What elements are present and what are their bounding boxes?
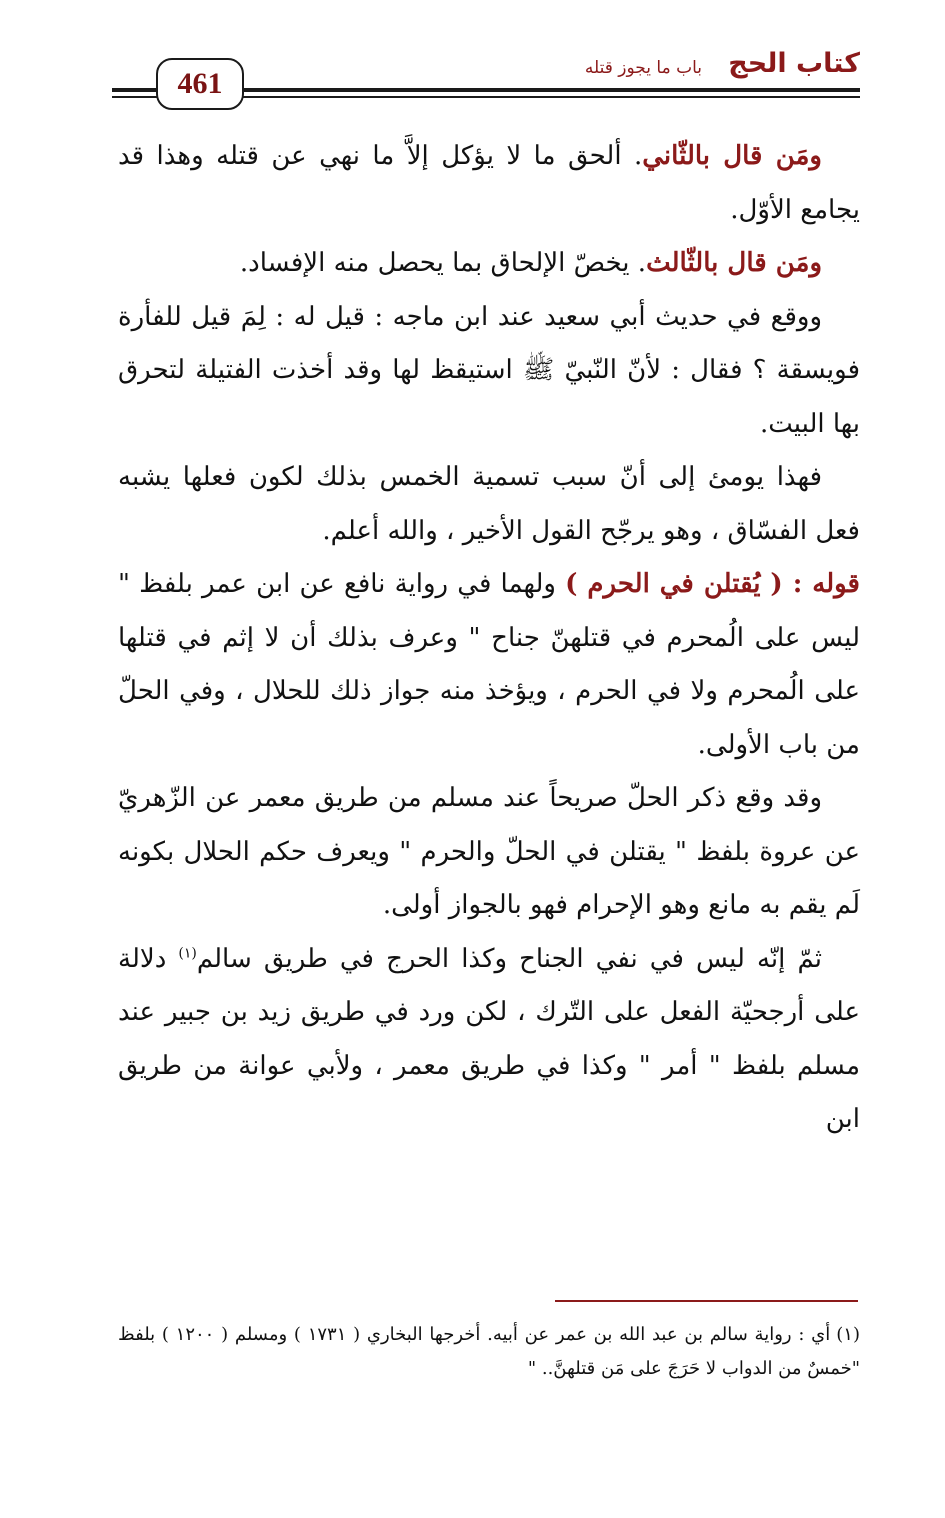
paragraph-text: وقد وقع ذكر الحلّ صريحاً عند مسلم من طريق معمر عن الزّهريّ عن عروة بلفظ " يقتلن في الحلّ والحرم " ويعرف حكم الحلال بكونه لَم يقم به مانع وهو الإحرام فهو بالجواز أولى. bbox=[118, 783, 860, 920]
footnote-number: (١) bbox=[836, 1324, 860, 1345]
paragraph bbox=[118, 558, 860, 772]
paragraph-text: . يخصّ الإلحاق بما يحصل منه الإفساد. bbox=[239, 248, 647, 278]
paragraph bbox=[118, 237, 860, 291]
paragraph-text: دلالة على أرجحيّة الفعل على التّرك ، لكن ورد في طريق زيد بن جبير عند مسلم بلفظ " أمر " وكذا في طريق معمر ، ولأبي عوانة من طريق ابن bbox=[118, 943, 860, 1134]
paragraph bbox=[118, 772, 860, 933]
paragraph bbox=[118, 933, 860, 1147]
paragraph bbox=[118, 451, 860, 558]
main-text bbox=[118, 130, 860, 1147]
paragraph-lead: قوله : ( يُقتلن في الحرم ) bbox=[565, 569, 860, 599]
footnote-ref[interactable]: (١) bbox=[178, 944, 197, 961]
paragraph-text: . ألحق ما لا يؤكل إلاَّ ما نهي عن قتله وهذا قد يجامع الأوّل. bbox=[118, 141, 860, 225]
paragraph-text: فهذا يومئ إلى أنّ سبب تسمية الخمس بذلك لكون فعلها يشبه فعل الفسّاق ، وهو يرجّح القول الأخير ، والله أعلم. bbox=[118, 462, 860, 546]
book-title: كتاب الحج bbox=[728, 48, 860, 79]
chapter-title: باب ما يجوز قتله bbox=[584, 58, 702, 78]
page-header bbox=[112, 46, 860, 116]
paragraph-lead: ومَن قال بالثّالث bbox=[646, 248, 822, 278]
footnote-separator bbox=[555, 1300, 858, 1302]
footnote-text: أي : رواية سالم بن عبد الله بن عمر عن أبيه. أخرجها البخاري ( ١٧٣١ ) ومسلم ( ١٢٠٠ ) بلفظ "خمسٌ من الدواب لا حَرَجَ على مَن قتلهنَّ.. " bbox=[118, 1324, 860, 1379]
paragraph-text: ثمّ إنّه ليس في نفي الجناح وكذا الحرج في طريق سالم bbox=[196, 943, 822, 974]
page-number: 461 bbox=[156, 58, 244, 110]
paragraph-lead: ومَن قال بالثّاني bbox=[642, 141, 822, 171]
paragraph-text: ووقع في حديث أبي سعيد عند ابن ماجه : قيل له : لِمَ قيل للفأرة فويسقة ؟ فقال : لأنّ النّبيّ ﷺ استيقظ لها وقد أخذت الفتيلة لتحرق بها البيت. bbox=[118, 301, 860, 439]
paragraph bbox=[118, 130, 860, 237]
paragraph-text: ولهما في رواية نافع عن ابن عمر بلفظ " ليس على الُمحرم في قتلهنّ جناح " وعرف بذلك أن لا إثم في قتلها على الُمحرم ولا في الحرم ، ويؤخذ منه جواز ذلك للحلال ، وفي الحلّ من باب الأولى. bbox=[118, 569, 860, 760]
footnote bbox=[118, 1318, 860, 1386]
paragraph bbox=[118, 291, 860, 452]
